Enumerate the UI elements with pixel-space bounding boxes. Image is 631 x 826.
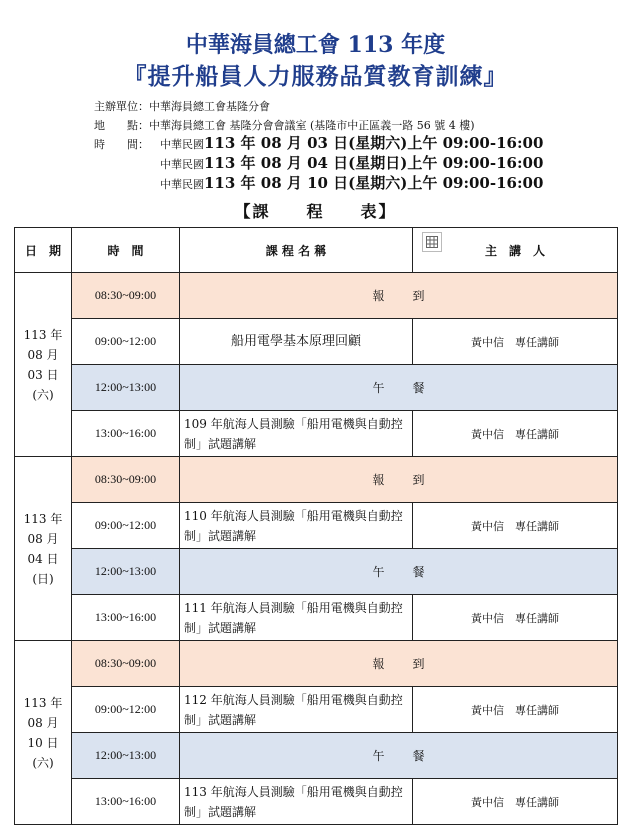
date-year: 113 年 [23,511,63,526]
time-cell: 08:30~09:00 [72,641,180,687]
date-text: 113 年 08 月 03 日(星期六)上午 09:00-16:00 [204,134,544,152]
date-weekday: (日) [32,571,54,586]
time-cell: 12:00~13:00 [72,549,180,595]
table-row [15,595,618,641]
date-line-1 [160,132,543,153]
registration-cell [180,641,618,687]
table-row [15,457,618,503]
lunch-cell [180,365,618,411]
registration-label: 報到 [372,289,453,303]
date-year: 113 年 [23,327,63,342]
date-month: 08 月 [27,715,59,730]
table-row [15,411,618,457]
schedule-table [14,227,618,825]
time-label: 時 間： [94,138,149,151]
lunch-label: 午餐 [372,565,453,579]
date-month: 08 月 [27,531,59,546]
date-day: 03 日 [27,367,59,382]
course-cell: 113 年航海人員測驗「船用電機與自動控制」試題講解 [180,779,413,825]
date-month: 08 月 [27,347,59,362]
course-cell: 110 年航海人員測驗「船用電機與自動控制」試題講解 [180,503,413,549]
organizer-line [94,98,270,114]
time-cell: 08:30~09:00 [72,273,180,319]
table-row [15,779,618,825]
date-cell [15,457,72,641]
course-cell: 船用電學基本原理回顧 [180,319,413,365]
table-grid-icon-glyph [426,236,438,248]
date-prefix: 中華民國 [160,158,204,171]
lunch-label: 午餐 [372,749,453,763]
table-row [15,503,618,549]
location-line [94,117,475,133]
lecturer-cell: 黃中信 專任講師 [413,503,618,549]
time-cell: 09:00~12:00 [72,319,180,365]
table-row [15,319,618,365]
lecturer-cell: 黃中信 專任講師 [413,411,618,457]
location-label: 地 點： [94,119,149,132]
lunch-label: 午餐 [372,381,453,395]
date-text: 113 年 08 月 04 日(星期日)上午 09:00-16:00 [204,154,544,172]
lunch-cell [180,549,618,595]
course-cell: 111 年航海人員測驗「船用電機與自動控制」試題講解 [180,595,413,641]
time-cell: 09:00~12:00 [72,687,180,733]
date-prefix: 中華民國 [160,138,204,151]
date-day: 10 日 [27,735,59,750]
header-lecturer: 主 講 人 [413,228,618,273]
date-cell [15,641,72,825]
lunch-cell [180,733,618,779]
registration-cell [180,457,618,503]
date-line-2 [160,152,543,173]
lecturer-cell: 黃中信 專任講師 [413,595,618,641]
registration-cell [180,273,618,319]
table-row [15,549,618,595]
table-row [15,365,618,411]
course-cell: 109 年航海人員測驗「船用電機與自動控制」試題講解 [180,411,413,457]
header-time: 時 間 [72,228,180,273]
schedule-title: 【課 程 表】 [234,202,397,221]
organizer-value: 中華海員總工會基隆分會 [149,100,270,113]
date-cell [15,273,72,457]
time-cell: 12:00~13:00 [72,365,180,411]
document-title-line2: 『提升船員人力服務品質教育訓練』 [123,63,508,90]
date-weekday: (六) [32,755,54,770]
header-course: 課 程 名 稱 [180,228,413,273]
time-cell: 08:30~09:00 [72,457,180,503]
table-row [15,641,618,687]
document-title-line1: 中華海員總工會 113 年度 [185,32,446,58]
location-value: 中華海員總工會 基隆分會會議室 (基隆市中正區義一路 56 號 4 樓) [149,119,475,132]
table-row [15,733,618,779]
lecturer-cell: 黃中信 專任講師 [413,319,618,365]
header-date: 日 期 [15,228,72,273]
table-row [15,687,618,733]
registration-label: 報到 [372,473,453,487]
registration-label: 報到 [372,657,453,671]
date-text: 113 年 08 月 10 日(星期六)上午 09:00-16:00 [204,174,544,192]
table-grid-icon[interactable] [422,232,442,252]
time-cell: 12:00~13:00 [72,733,180,779]
date-line-3 [160,172,543,193]
organizer-label: 主辦單位： [94,100,149,113]
date-weekday: (六) [32,387,54,402]
lecturer-cell: 黃中信 專任講師 [413,779,618,825]
time-cell: 13:00~16:00 [72,595,180,641]
table-row [15,273,618,319]
time-cell: 13:00~16:00 [72,411,180,457]
date-prefix: 中華民國 [160,178,204,191]
date-day: 04 日 [27,551,59,566]
course-cell: 112 年航海人員測驗「船用電機與自動控制」試題講解 [180,687,413,733]
time-cell: 09:00~12:00 [72,503,180,549]
time-cell: 13:00~16:00 [72,779,180,825]
date-year: 113 年 [23,695,63,710]
lecturer-cell: 黃中信 專任講師 [413,687,618,733]
